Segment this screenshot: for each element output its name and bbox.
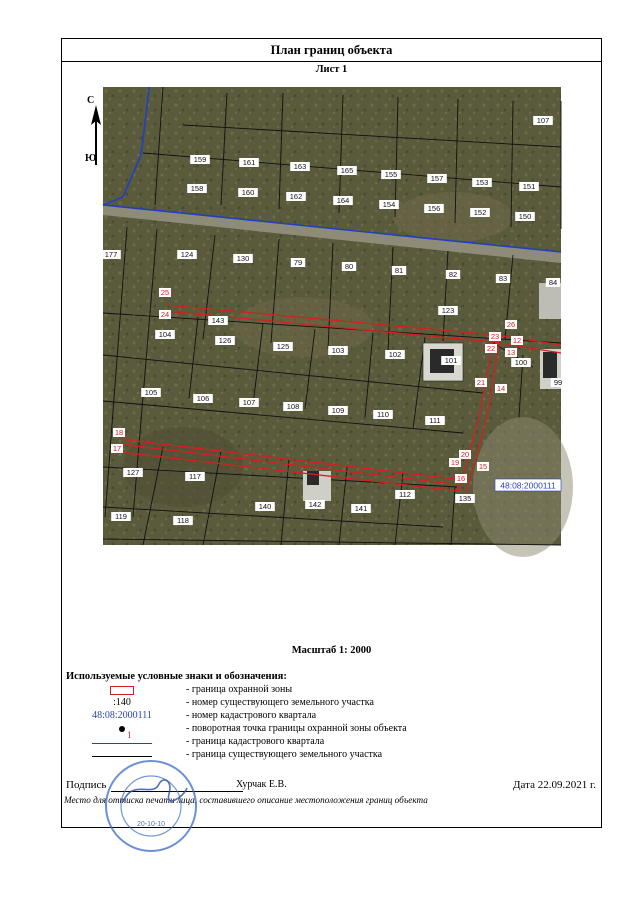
parcel-number-label: 163 bbox=[293, 162, 307, 171]
legend-item-parcel-number: :140 - номер существующего земельного участка bbox=[113, 697, 374, 708]
parcel-number-label: 109 bbox=[331, 406, 345, 415]
svg-text:20-10-10: 20-10-10 bbox=[136, 821, 166, 828]
parcel-number-label: 107 bbox=[536, 116, 550, 125]
parcel-number-label: 152 bbox=[473, 208, 487, 217]
parcel-number-label: 154 bbox=[382, 200, 396, 209]
turn-point-number-label: 18 bbox=[114, 428, 124, 437]
parcel-number-label: 150 bbox=[518, 212, 532, 221]
parcel-number-label: 106 bbox=[196, 394, 210, 403]
parcel-number-label: 160 bbox=[241, 188, 255, 197]
turn-point-number-label: 22 bbox=[486, 344, 496, 353]
parcel-number-label: 153 bbox=[475, 178, 489, 187]
turn-point-number-label: 25 bbox=[160, 288, 170, 297]
parcel-number-label: 119 bbox=[115, 512, 127, 521]
parcel-number-label: 164 bbox=[336, 196, 350, 205]
parcel-number-label: 177 bbox=[104, 250, 118, 259]
parcel-number-label: 79 bbox=[293, 258, 303, 267]
turn-point-number-label: 15 bbox=[478, 462, 488, 471]
turn-point-number-label: 26 bbox=[506, 320, 516, 329]
turn-point-number-label: 19 bbox=[450, 458, 460, 467]
turn-point-number-label: 20 bbox=[460, 450, 470, 459]
parcel-number-label: 101 bbox=[444, 356, 458, 365]
legend-item-parcel-border: - граница существующего земельного участка bbox=[62, 749, 601, 762]
seal-stamp-icon bbox=[103, 758, 199, 854]
parcel-number-label: 126 bbox=[218, 336, 232, 345]
compass-south-label: Ю bbox=[85, 153, 97, 164]
parcel-number-label: 124 bbox=[180, 250, 194, 259]
parcel-number-label: 112 bbox=[399, 490, 411, 499]
legend-item-zone: - граница охранной зоны bbox=[62, 684, 601, 697]
parcel-number-label: 159 bbox=[193, 155, 207, 164]
parcel-number-label: 161 bbox=[242, 158, 256, 167]
parcel-number-label: 102 bbox=[388, 350, 402, 359]
parcel-number-label: 104 bbox=[158, 330, 172, 339]
parcel-number-label: 84 bbox=[548, 278, 558, 287]
parcel-number-label: 127 bbox=[126, 468, 140, 477]
parcel-number-label: 141 bbox=[354, 504, 368, 513]
cadastral-map bbox=[103, 87, 561, 545]
parcel-number-label: 156 bbox=[427, 204, 441, 213]
parcel-number-label: 108 bbox=[286, 402, 300, 411]
parcel-number-label: 83 bbox=[498, 274, 508, 283]
turn-point-number-label: 14 bbox=[496, 384, 506, 393]
parcel-number-label: 123 bbox=[441, 306, 455, 315]
parcel-number-label: 81 bbox=[394, 266, 404, 275]
turn-point-number-label: 16 bbox=[456, 474, 466, 483]
parcel-number-label: 151 bbox=[522, 182, 536, 191]
turn-point-number-label: 21 bbox=[476, 378, 486, 387]
turn-point-number-label: 24 bbox=[160, 310, 170, 319]
turn-point-number-label: 12 bbox=[512, 336, 522, 345]
parcel-number-label: 165 bbox=[340, 166, 354, 175]
turn-point-number-label: 17 bbox=[112, 444, 122, 453]
map-canvas bbox=[103, 87, 561, 545]
scale-label: Масштаб 1: 2000 bbox=[291, 645, 372, 656]
parcel-number-label: 157 bbox=[430, 174, 444, 183]
compass-north-label: С bbox=[87, 95, 95, 106]
document-frame bbox=[61, 38, 602, 828]
parcel-number-label: 105 bbox=[144, 388, 158, 397]
parcel-number-label: 117 bbox=[189, 472, 201, 481]
parcel-number-label: 118 bbox=[177, 516, 189, 525]
zone-rect-icon bbox=[62, 684, 182, 697]
parcel-number-label: 142 bbox=[308, 500, 322, 509]
signer-name: Хурчак Е.В. bbox=[236, 779, 287, 790]
parcel-number-label: 82 bbox=[448, 270, 458, 279]
legend-title: Используемые условные знаки и обозначения: bbox=[66, 671, 287, 682]
turn-point-icon bbox=[62, 723, 182, 736]
stamp-note: Место для оттиска печати лица, составившего описание местоположения границ объекта bbox=[64, 795, 428, 805]
parcel-number-label: 125 bbox=[276, 342, 290, 351]
turn-point-label: 1 bbox=[127, 730, 132, 740]
signature-date: Дата 22.09.2021 г. bbox=[513, 779, 596, 791]
legend-item-quarter-border: - граница кадастрового квартала bbox=[62, 736, 601, 749]
parcel-number-label: 107 bbox=[242, 398, 256, 407]
parcel-number-label: 135 bbox=[458, 494, 472, 503]
parcel-number-label: 99 bbox=[553, 378, 563, 387]
parcel-number-label: 130 bbox=[236, 254, 250, 263]
parcel-number-label: 111 bbox=[429, 416, 441, 425]
turn-point-number-label: 23 bbox=[490, 332, 500, 341]
parcel-number-label: 162 bbox=[289, 192, 303, 201]
parcel-number-label: 100 bbox=[514, 358, 528, 367]
document-title: План границ объекта bbox=[62, 39, 601, 62]
legend-item-turn-point: - поворотная точка границы охранной зоны объекта bbox=[62, 723, 601, 736]
parcel-number-label: 155 bbox=[384, 170, 398, 179]
parcel-number-label: 80 bbox=[344, 262, 354, 271]
parcel-number-label: 158 bbox=[190, 184, 204, 193]
sheet-label: Лист 1 bbox=[315, 64, 348, 75]
parcel-number-label: 103 bbox=[331, 346, 345, 355]
parcel-number-label: 143 bbox=[211, 316, 225, 325]
turn-point-number-label: 13 bbox=[506, 348, 516, 357]
parcel-number-label: 110 bbox=[377, 410, 389, 419]
blue-line-icon bbox=[62, 736, 182, 749]
quarter-label: 48:08:2000111 bbox=[500, 480, 556, 491]
parcel-number-label: 140 bbox=[258, 502, 272, 511]
signature-label: Подпись bbox=[66, 779, 107, 791]
legend-item-quarter-number: 48:08:2000111 - номер кадастрового квартала bbox=[92, 710, 317, 721]
